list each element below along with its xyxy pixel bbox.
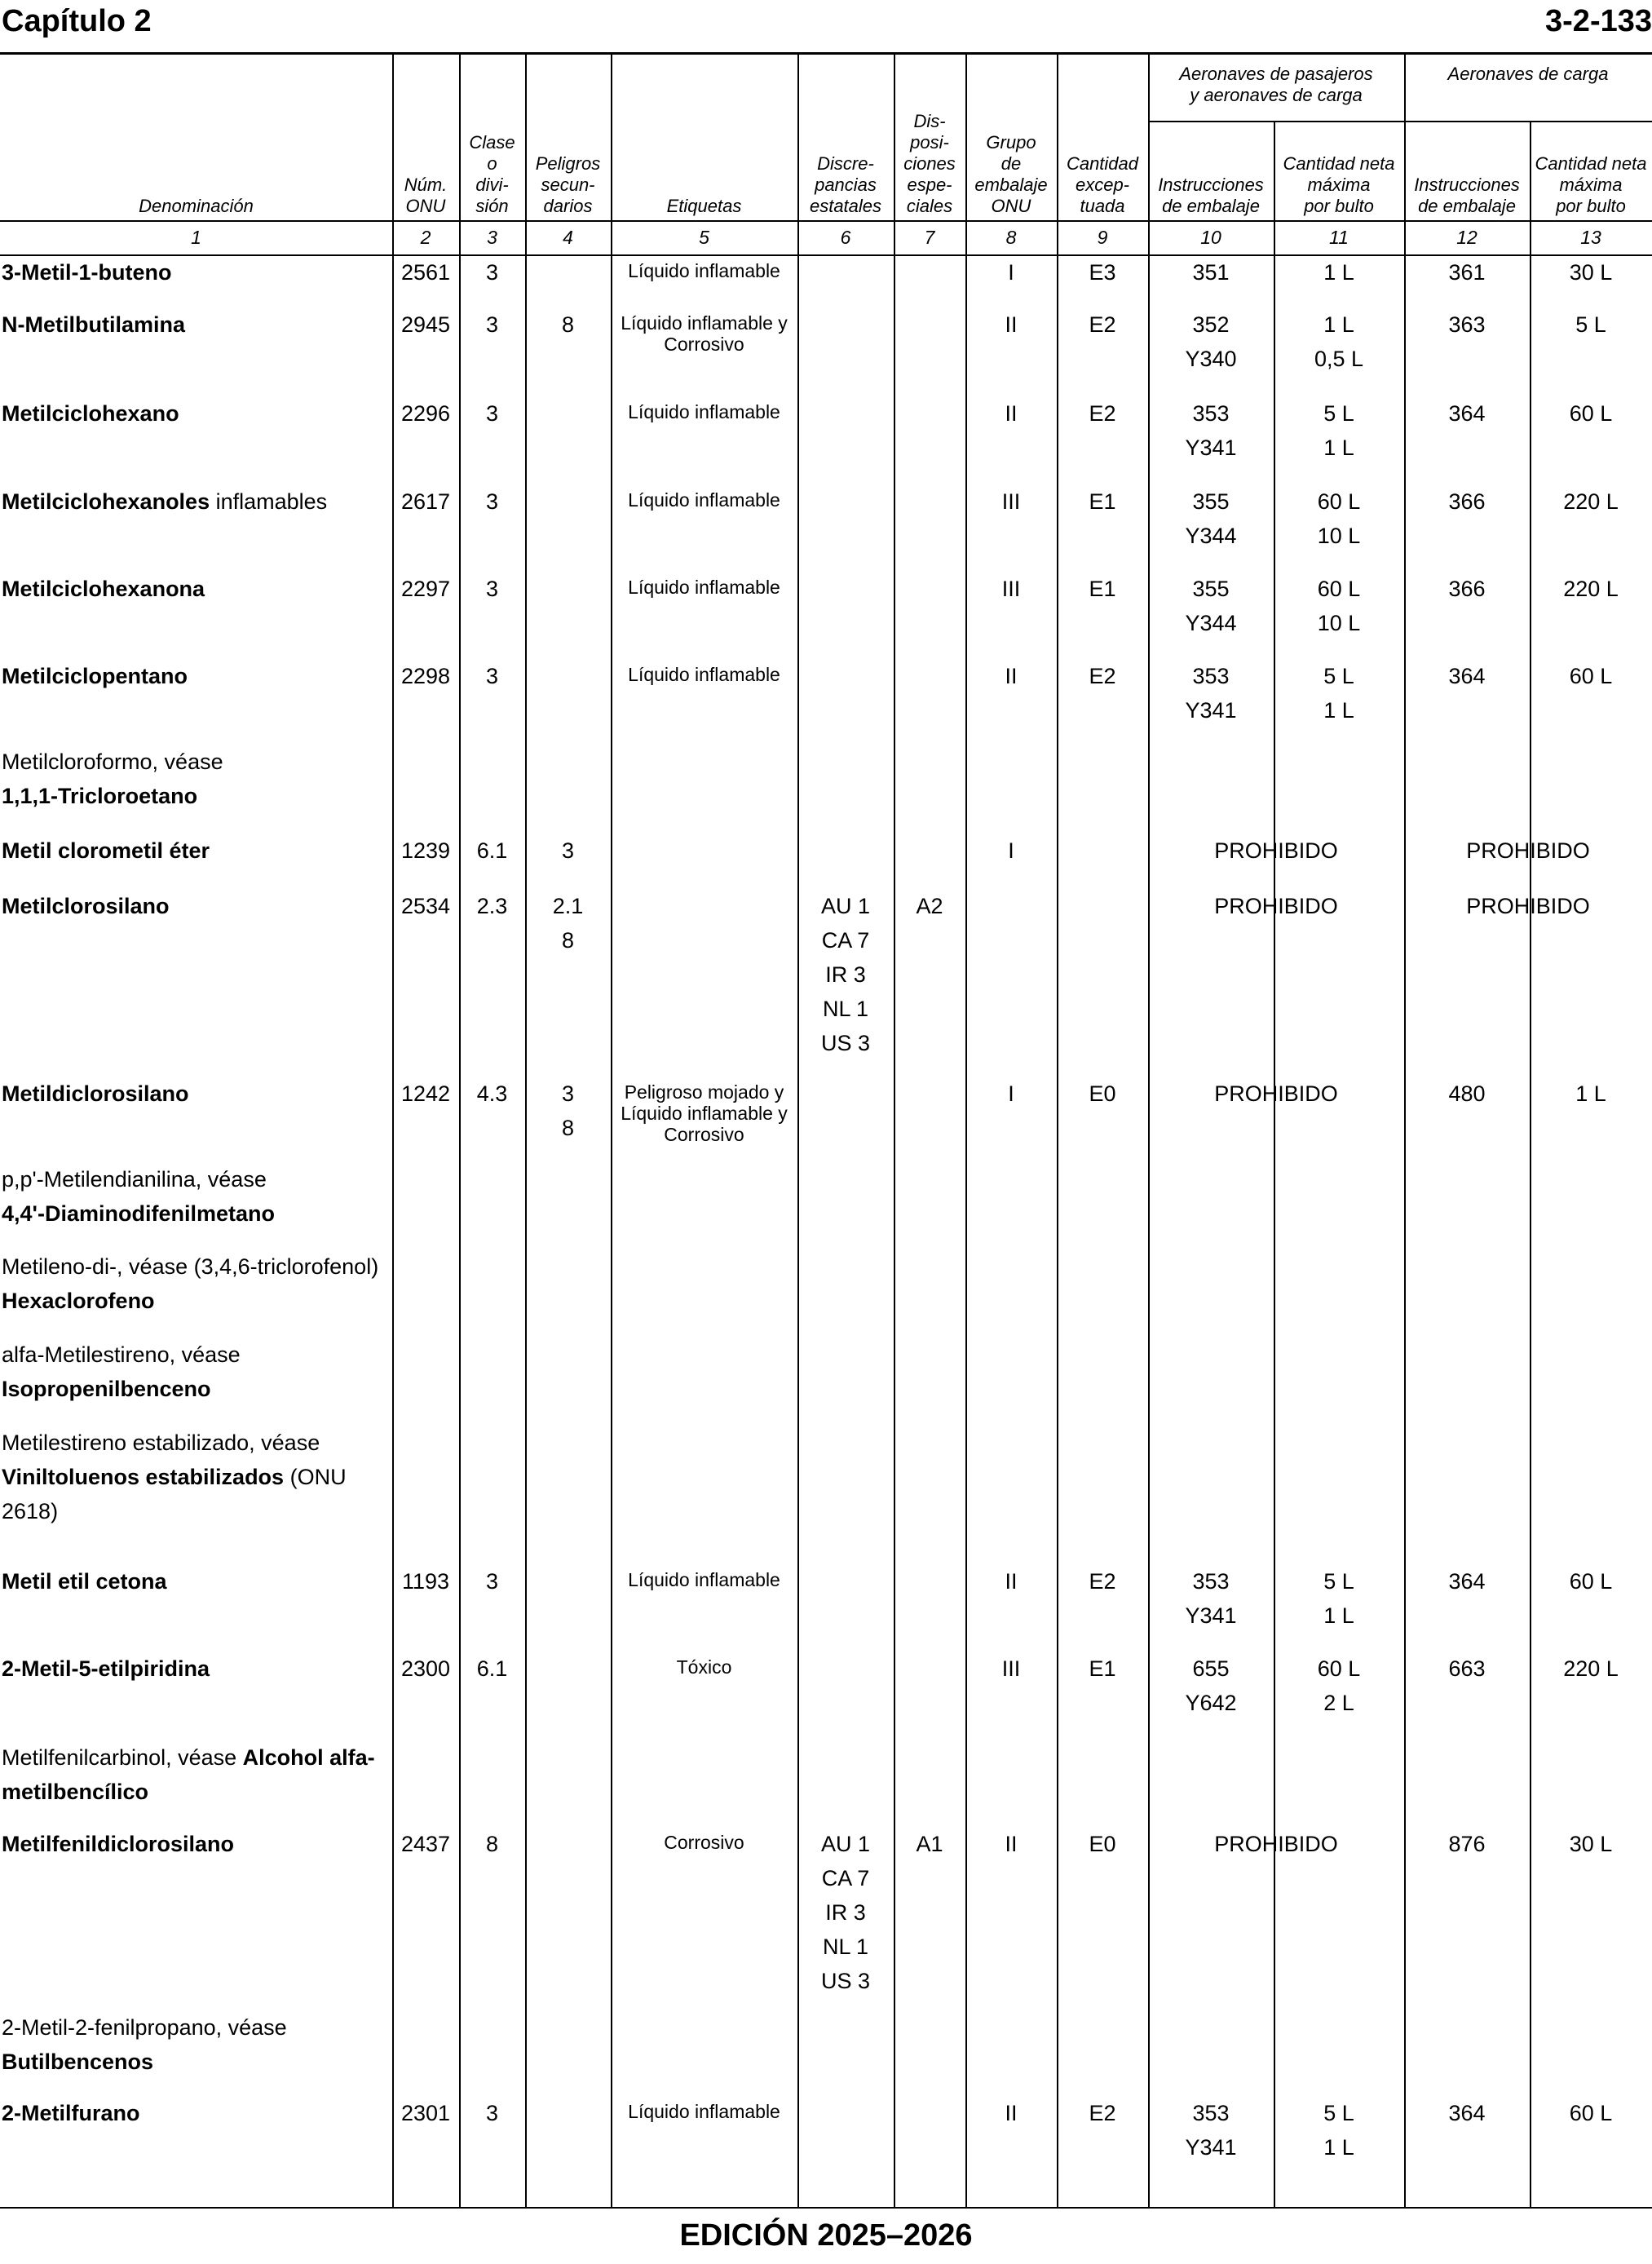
column-number: 13 [1580, 227, 1601, 248]
un-number: 1239 [400, 838, 451, 863]
passenger-max-net-quantity: 5 L 1 L [1323, 2101, 1354, 2160]
column-header-denominacion: Denominación [139, 196, 254, 216]
packing-group: I [1008, 260, 1014, 285]
cargo-packing-instruction: 364 [1448, 401, 1486, 426]
substance-name: Metil clorometil éter [2, 838, 210, 863]
group-header-passenger: Aeronaves de pasajeros y aeronaves de carga [1179, 64, 1373, 105]
substance-name: Metilclorosilano [2, 894, 170, 918]
cargo-max-net-quantity: 60 L [1569, 401, 1613, 426]
un-number: 2534 [400, 894, 451, 918]
cargo-max-net-quantity: 60 L [1569, 664, 1613, 688]
excepted-quantity: E2 [1089, 401, 1116, 426]
excepted-quantity: E2 [1089, 664, 1116, 688]
column-number: 8 [1005, 227, 1017, 248]
cargo-max-net-quantity: 220 L [1563, 577, 1619, 601]
column-number: 10 [1200, 227, 1221, 248]
hazard-labels: Líquido inflamable [628, 260, 780, 281]
passenger-packing-instruction: 353 Y341 [1185, 664, 1237, 723]
state-variations: AU 1 CA 7 IR 3 NL 1 US 3 [820, 894, 871, 1055]
passenger-packing-instruction: 355 Y344 [1185, 577, 1237, 635]
passenger-packing-instruction: 353 Y341 [1185, 2101, 1237, 2160]
cargo-max-net-quantity: 30 L [1569, 260, 1613, 285]
column-divider [1057, 55, 1058, 2208]
hazard-labels: Líquido inflamable [628, 664, 780, 685]
column-header-discrepancias: Discre- pancias estatales [809, 153, 882, 216]
hazard-labels: Líquido inflamable [628, 577, 780, 598]
excepted-quantity: E1 [1089, 489, 1116, 514]
column-header-cantidad-neta-carga: Cantidad neta máxima por bulto [1535, 153, 1647, 216]
cargo-packing-instruction: 663 [1448, 1656, 1486, 1681]
cargo-max-net-quantity: 220 L [1563, 1656, 1619, 1681]
substance-name: Metilciclohexanoles inflamables [2, 489, 328, 514]
packing-group: II [1005, 401, 1018, 426]
excepted-quantity: E1 [1089, 1656, 1116, 1681]
cargo-packing-instruction: 876 [1448, 1832, 1486, 1856]
substance-name: Metilestireno estabilizado, véase Viniltoluenos estabilizados (ONU 2618) [2, 1430, 347, 1523]
passenger-packing-instruction: 353 Y341 [1185, 1569, 1237, 1628]
column-header-instrucciones-pax: Instrucciones de embalaje [1158, 175, 1264, 216]
hazard-class: 2.3 [476, 894, 508, 918]
passenger-max-net-quantity: 1 L [1323, 260, 1354, 285]
cargo-packing-instruction: 366 [1448, 577, 1486, 601]
page-number: 3-2-133 [1545, 4, 1652, 38]
column-number: 7 [924, 227, 935, 248]
passenger-max-net-quantity: 60 L 10 L [1317, 577, 1361, 635]
un-number: 2301 [400, 2101, 451, 2125]
packing-group: III [1001, 1656, 1021, 1681]
hazard-class: 3 [485, 2101, 499, 2125]
hazard-class: 3 [485, 1569, 499, 1594]
un-number: 2617 [400, 489, 451, 514]
substance-name: 2-Metil-2-fenilpropano, véase Butilbencenos [2, 2015, 287, 2074]
subsidiary-hazards: 2.1 8 [552, 894, 584, 953]
passenger-packing-instruction: 353 Y341 [1185, 401, 1237, 460]
cargo-max-net-quantity: 60 L [1569, 2101, 1613, 2125]
column-divider [1148, 55, 1150, 2208]
un-number: 1193 [401, 1569, 450, 1594]
column-number: 1 [191, 227, 201, 248]
cargo-max-net-quantity: 1 L [1575, 1081, 1606, 1106]
un-number: 2300 [400, 1656, 451, 1681]
packing-group: I [1008, 838, 1014, 863]
cargo-max-net-quantity: 60 L [1569, 1569, 1613, 1594]
excepted-quantity: E1 [1089, 577, 1116, 601]
cargo-packing-instruction: 364 [1448, 664, 1486, 688]
passenger-max-net-quantity: 5 L 1 L [1323, 1569, 1354, 1628]
cargo-packing-instruction: 366 [1448, 489, 1486, 514]
column-number: 6 [840, 227, 851, 248]
bottom-rule [0, 2207, 1652, 2209]
hazard-class: 6.1 [476, 838, 508, 863]
substance-name: Metilciclopentano [2, 664, 188, 688]
excepted-quantity: E2 [1089, 1569, 1116, 1594]
hazard-labels: Tóxico [676, 1656, 732, 1678]
column-header-grupo: Grupo de embalaje ONU [974, 132, 1048, 216]
substance-name: Metilfenilcarbinol, véase Alcohol alfa-metilbencílico [2, 1745, 375, 1804]
excepted-quantity: E2 [1089, 312, 1116, 337]
edition-footer: EDICIÓN 2025–2026 [679, 2218, 973, 2253]
excepted-quantity: E0 [1089, 1081, 1116, 1106]
special-provisions: A2 [916, 894, 943, 918]
cargo-max-net-quantity: 5 L [1575, 312, 1606, 337]
subsidiary-hazards: 3 8 [561, 1081, 575, 1140]
substance-name: Metil etil cetona [2, 1569, 167, 1594]
cargo-packing-instruction: 480 [1448, 1081, 1486, 1106]
hazard-class: 3 [485, 401, 499, 426]
un-number: 2296 [400, 401, 451, 426]
packing-group: II [1005, 1832, 1018, 1856]
column-header-cantidad-neta-pax: Cantidad neta máxima por bulto [1283, 153, 1395, 216]
packing-group: II [1005, 1569, 1018, 1594]
hazard-labels: Líquido inflamable [628, 2101, 780, 2122]
subsidiary-hazards: 8 [561, 312, 575, 337]
column-divider [459, 55, 461, 2208]
passenger-max-net-quantity: 5 L 1 L [1323, 664, 1354, 723]
hazard-labels: Líquido inflamable y Corrosivo [621, 312, 788, 355]
un-number: 2437 [400, 1832, 451, 1856]
column-number: 5 [699, 227, 709, 248]
passenger-max-net-quantity: 5 L 1 L [1323, 401, 1354, 460]
column-divider [1530, 121, 1531, 2207]
column-number: 11 [1329, 227, 1349, 248]
column-header-disposiciones: Dis- posi- ciones espe- ciales [903, 111, 956, 216]
substance-name: Metildiclorosilano [2, 1081, 189, 1106]
packing-group: III [1001, 489, 1021, 514]
excepted-quantity: E3 [1089, 260, 1116, 285]
un-number: 2561 [400, 260, 451, 285]
column-number: 12 [1456, 227, 1478, 248]
column-divider [965, 55, 967, 2208]
substance-name: Metilciclohexanona [2, 577, 205, 601]
excepted-quantity: E2 [1089, 2101, 1116, 2125]
hazard-labels: Peligroso mojado y Líquido inflamable y Corrosivo [621, 1081, 788, 1145]
hazard-labels: Corrosivo [664, 1832, 744, 1853]
cargo-max-net-quantity: 30 L [1569, 1832, 1613, 1856]
hazard-labels: Líquido inflamable [628, 489, 780, 511]
substance-name: 2-Metilfurano [2, 2101, 140, 2125]
substance-name: 3-Metil-1-buteno [2, 260, 172, 285]
packing-group: II [1005, 312, 1018, 337]
column-header-instrucciones-carga: Instrucciones de embalaje [1414, 175, 1520, 216]
excepted-quantity: E0 [1089, 1832, 1116, 1856]
substance-name: Metilfenildiclorosilano [2, 1832, 235, 1856]
un-number: 2945 [400, 312, 451, 337]
hazard-class: 3 [485, 577, 499, 601]
un-number: 1242 [400, 1081, 451, 1106]
substance-name: Metilciclohexano [2, 401, 179, 426]
column-number: 3 [487, 227, 497, 248]
cargo-forbidden: PROHIBIDO [1466, 894, 1590, 918]
column-header-onu: Núm. ONU [404, 175, 448, 216]
passenger-forbidden: PROHIBIDO [1214, 894, 1338, 918]
cargo-max-net-quantity: 220 L [1563, 489, 1619, 514]
column-divider [1404, 55, 1406, 2208]
packing-group: III [1001, 577, 1021, 601]
un-number: 2297 [400, 577, 451, 601]
state-variations: AU 1 CA 7 IR 3 NL 1 US 3 [820, 1832, 871, 1993]
passenger-max-net-quantity: 60 L 2 L [1317, 1656, 1361, 1715]
chapter-title: Capítulo 2 [2, 4, 152, 38]
passenger-packing-instruction: 355 Y344 [1185, 489, 1237, 548]
passenger-max-net-quantity: 1 L 0,5 L [1314, 312, 1364, 371]
column-number: 4 [563, 227, 573, 248]
substance-name: Metileno-di-, véase (3,4,6-triclorofenol) Hexaclorofeno [2, 1254, 379, 1313]
substance-name: p,p'-Metilendianilina, véase 4,4'-Diaminodifenilmetano [2, 1167, 275, 1226]
passenger-packing-instruction: 352 Y340 [1185, 312, 1237, 371]
hazard-class: 3 [485, 489, 499, 514]
substance-name: 2-Metil-5-etilpiridina [2, 1656, 210, 1681]
passenger-forbidden: PROHIBIDO [1214, 1081, 1338, 1106]
hazard-class: 3 [485, 260, 499, 285]
passenger-packing-instruction: 351 [1192, 260, 1230, 285]
hazard-class: 6.1 [476, 1656, 508, 1681]
group-header-cargo: Aeronaves de carga [1447, 64, 1609, 84]
passenger-forbidden: PROHIBIDO [1214, 1832, 1338, 1856]
passenger-forbidden: PROHIBIDO [1214, 838, 1338, 863]
special-provisions: A1 [916, 1832, 943, 1856]
un-number: 2298 [400, 664, 451, 688]
passenger-max-net-quantity: 60 L 10 L [1317, 489, 1361, 548]
cargo-forbidden: PROHIBIDO [1466, 838, 1590, 863]
packing-group: II [1005, 664, 1018, 688]
hazard-class: 4.3 [476, 1081, 508, 1106]
column-divider [894, 55, 895, 2208]
column-header-peligros: Peligros secun- darios [535, 153, 601, 216]
column-header-etiquetas: Etiquetas [666, 196, 742, 216]
substance-name: alfa-Metilestireno, véase Isopropenilbenceno [2, 1342, 241, 1401]
column-header-clase: Clase o divi- sión [469, 132, 515, 216]
cargo-packing-instruction: 361 [1448, 260, 1486, 285]
substance-name: N-Metilbutilamina [2, 312, 186, 337]
cargo-packing-instruction: 363 [1448, 312, 1486, 337]
hazard-labels: Líquido inflamable [628, 401, 780, 422]
substance-name: Metilcloroformo, véase 1,1,1-Tricloroetano [2, 750, 223, 808]
subsidiary-hazards: 3 [561, 838, 575, 863]
column-number: 2 [420, 227, 431, 248]
column-header-cantidad: Cantidad excep- tuada [1066, 153, 1139, 216]
packing-group: I [1008, 1081, 1014, 1106]
column-divider [392, 55, 394, 2208]
hazard-class: 3 [485, 312, 499, 337]
cargo-packing-instruction: 364 [1448, 1569, 1486, 1594]
hazard-class: 3 [485, 664, 499, 688]
hazard-class: 8 [485, 1832, 499, 1856]
column-number: 9 [1097, 227, 1108, 248]
packing-group: II [1005, 2101, 1018, 2125]
cargo-packing-instruction: 364 [1448, 2101, 1486, 2125]
hazard-labels: Líquido inflamable [628, 1569, 780, 1590]
passenger-packing-instruction: 655 Y642 [1185, 1656, 1237, 1715]
